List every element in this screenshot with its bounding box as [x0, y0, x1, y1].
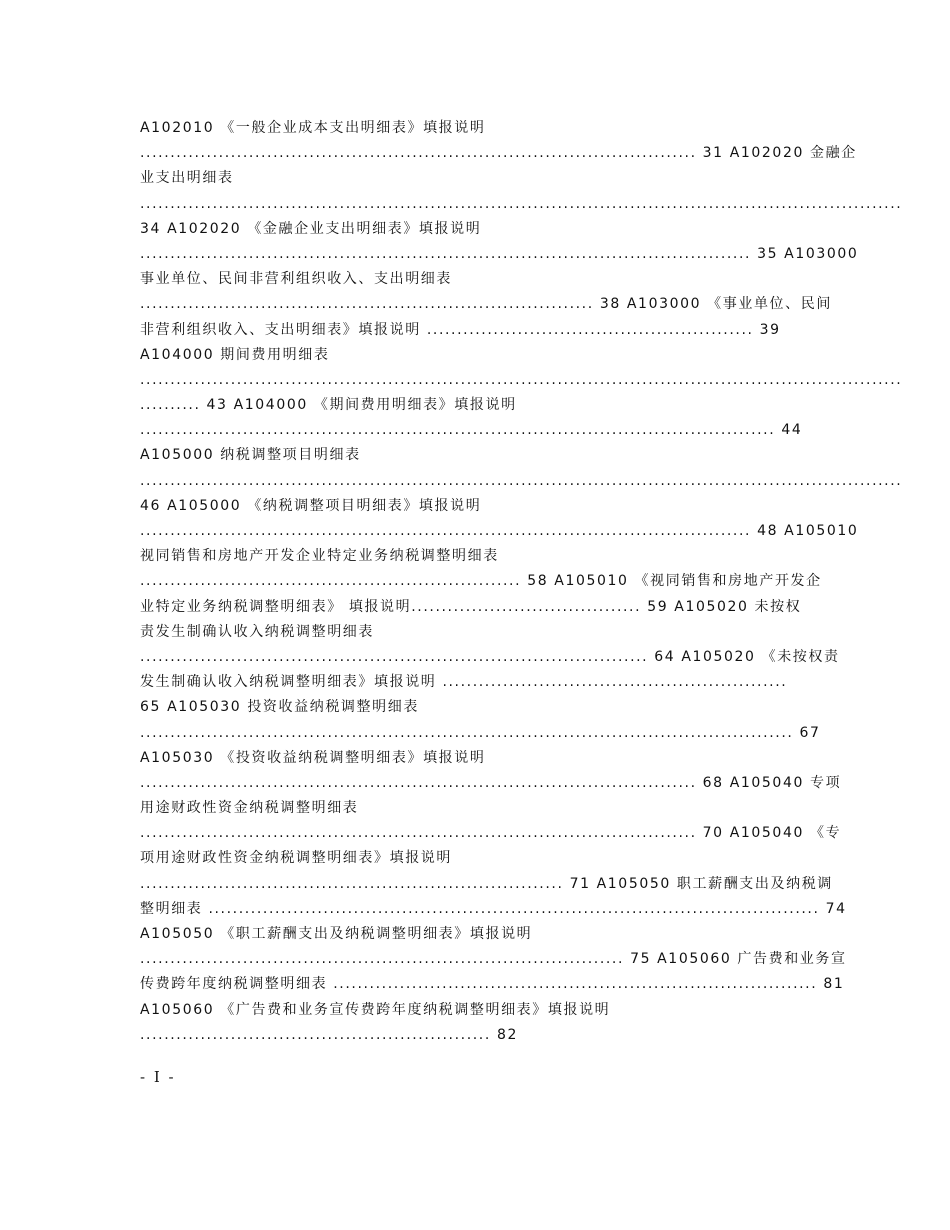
toc-line: 65 A105030 投资收益纳税调整明细表 [140, 699, 419, 716]
page-number: - I - [140, 1068, 176, 1086]
table-of-contents [140, 116, 903, 1048]
toc-line: .................................................................................... 64 A105020 《未按权责 [140, 648, 840, 665]
toc-line: ............................................................................................ 31 A102020 金融企 [140, 145, 857, 162]
toc-line: ............................................................... 58 A105010 《视同销售和房地产开发企 [140, 573, 822, 590]
toc-line: ............................................................................................ 70 A105040 《专 [140, 825, 842, 842]
toc-line: A102010 《一般企业成本支出明细表》填报说明 [140, 120, 486, 136]
toc-line: A105060 《广告费和业务宣传费跨年度纳税调整明细表》填报说明 [140, 1001, 611, 1018]
toc-line: 34 A102020 《金融企业支出明细表》填报说明 [140, 220, 482, 237]
toc-line: .............................................................................................................................. [140, 371, 903, 388]
toc-line: 项用途财政性资金纳税调整明细表》填报说明 [140, 850, 452, 867]
toc-line: 业支出明细表 [140, 170, 234, 187]
toc-line: .............................................................................................................................. [140, 472, 903, 489]
toc-line: 视同销售和房地产开发企业特定业务纳税调整明细表 [140, 548, 499, 565]
toc-line: A105050 《职工薪酬支出及纳税调整明细表》填报说明 [140, 926, 533, 942]
toc-line: 非营利组织收入、支出明细表》填报说明 ...................................................... 39 [140, 321, 781, 338]
toc-line: A105030 《投资收益纳税调整明细表》填报说明 [140, 749, 486, 766]
toc-line: 传费跨年度纳税调整明细表 ................................................................................ 81 [140, 976, 845, 993]
toc-line: 用途财政性资金纳税调整明细表 [140, 800, 359, 817]
toc-line: A105000 纳税调整项目明细表 [140, 447, 361, 464]
toc-line: ................................................................................ 75 A105060 广告费和业务宣 [140, 951, 847, 968]
toc-line: ........................................................................... 38 A103000 《事业单位、民间 [140, 296, 832, 313]
toc-line: ......................................................................................................... 44 [140, 422, 803, 439]
toc-line: A104000 期间费用明细表 [140, 346, 330, 363]
toc-line: ............................................................................................ 68 A105040 专项 [140, 774, 842, 791]
toc-line: .......... 43 A104000 《期间费用明细表》填报说明 [140, 397, 517, 414]
toc-line: .............................................................................................................................. [140, 195, 903, 212]
toc-line: ..................................................................................................... 48 A105010 [140, 523, 859, 539]
toc-line: 业特定业务纳税调整明细表》 填报说明...................................... 59 A105020 未按权 [140, 598, 802, 615]
toc-line: ..................................................................................................... 35 A103000 [140, 245, 859, 262]
toc-line: 责发生制确认收入纳税调整明细表 [140, 623, 374, 640]
toc-line: 整明细表 ..................................................................................................... 74 [140, 900, 847, 917]
toc-line: ............................................................................................................ 67 [140, 724, 821, 741]
toc-line: 发生制确认收入纳税调整明细表》填报说明 ......................................................... [140, 674, 788, 691]
toc-line: 46 A105000 《纳税调整项目明细表》填报说明 [140, 497, 482, 514]
toc-line: 事业单位、民间非营利组织收入、支出明细表 [140, 271, 452, 288]
toc-line: .......................................................... 82 [140, 1026, 518, 1043]
toc-line: ...................................................................... 71 A105050 职工薪酬支出及纳税调 [140, 875, 833, 892]
